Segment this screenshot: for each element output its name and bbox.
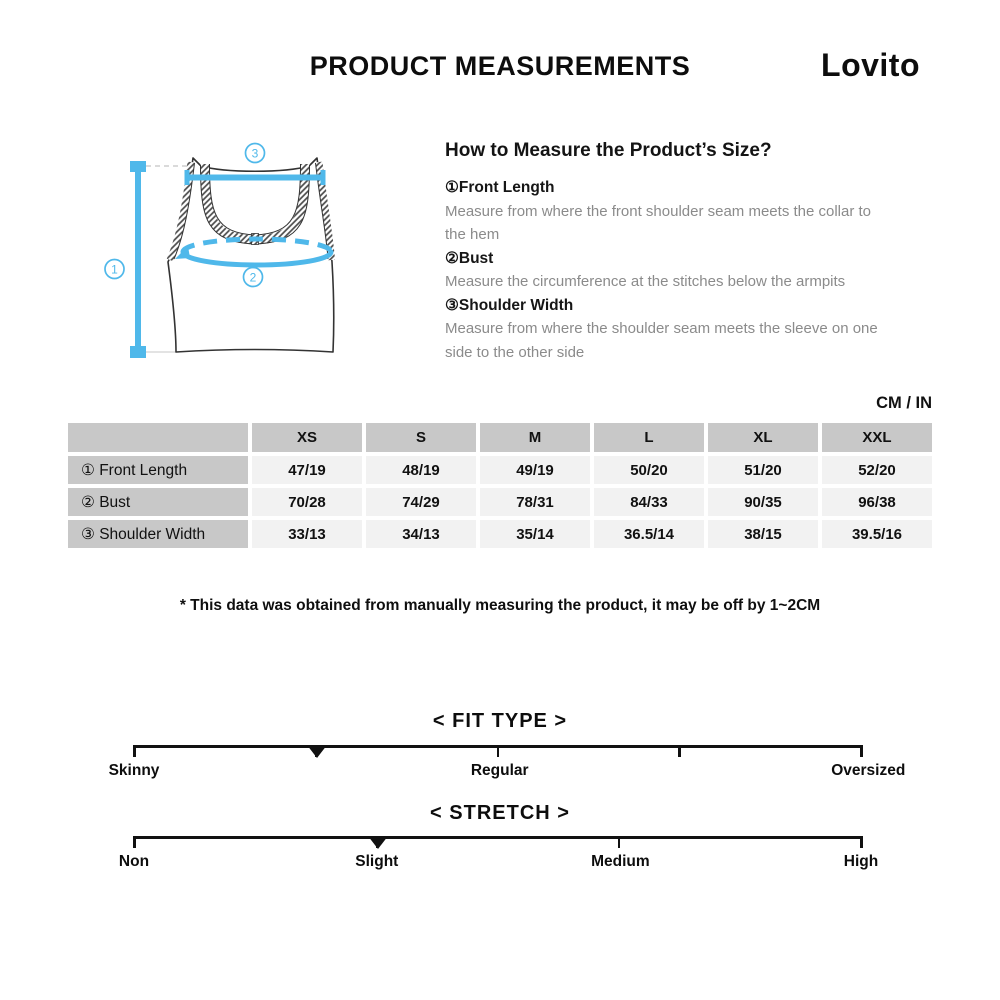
stretch-marker-icon bbox=[368, 836, 388, 849]
fit-type-scale bbox=[108, 745, 906, 779]
page-title: PRODUCT MEASUREMENTS bbox=[309, 51, 691, 81]
shoulder-measure-left-cap bbox=[185, 170, 190, 185]
table-value: 48/19 bbox=[366, 456, 476, 484]
fit-type-label: Oversized bbox=[831, 762, 906, 779]
how-to-item-label: ③Shoulder Width bbox=[445, 296, 574, 314]
front-length-bottom-cap bbox=[130, 346, 146, 358]
measurement-footnote: * This data was obtained from manually measuring the product, it may be off by 1~2CM bbox=[179, 597, 821, 614]
table-value: 70/28 bbox=[252, 488, 362, 516]
table-value: 90/35 bbox=[708, 488, 818, 516]
fit-type-label: Skinny bbox=[108, 762, 160, 779]
stretch-label: Non bbox=[118, 853, 150, 870]
scale-tick bbox=[133, 745, 136, 757]
table-row-label: ③ Shoulder Width bbox=[68, 520, 248, 548]
how-to-item-desc: Measure from where the front shoulder seam meets the collar to the hem bbox=[445, 202, 872, 243]
unit-label: CM / IN bbox=[876, 394, 932, 412]
scale-tick bbox=[860, 745, 863, 757]
scale-tick bbox=[678, 745, 681, 757]
table-value: 78/31 bbox=[480, 488, 590, 516]
stretch-label: Medium bbox=[591, 853, 650, 870]
table-value: 35/14 bbox=[480, 520, 590, 548]
table-value: 36.5/14 bbox=[594, 520, 704, 548]
how-to-item-label: ②Bust bbox=[445, 249, 494, 267]
size-table bbox=[68, 423, 932, 548]
table-col-header: XS bbox=[252, 423, 362, 452]
stretch-label: High bbox=[843, 853, 879, 870]
how-to-heading: How to Measure the Product’s Size? bbox=[445, 140, 772, 161]
shoulder-width-badge-number: 3 bbox=[251, 146, 259, 161]
front-length-top-cap bbox=[130, 161, 146, 172]
front-length-badge-number: 1 bbox=[111, 262, 118, 277]
table-value: 34/13 bbox=[366, 520, 476, 548]
table-corner-cell bbox=[68, 423, 248, 452]
scale-tick bbox=[133, 836, 136, 848]
front-length-measure-line bbox=[135, 166, 141, 352]
how-to-item-label: ①Front Length bbox=[445, 179, 555, 196]
table-value: 96/38 bbox=[822, 488, 932, 516]
table-row-label: ① Front Length bbox=[68, 456, 248, 484]
table-col-header: XL bbox=[708, 423, 818, 452]
table-value: 84/33 bbox=[594, 488, 704, 516]
scale-tick bbox=[497, 745, 500, 757]
table-value: 74/29 bbox=[366, 488, 476, 516]
scale-tick bbox=[618, 836, 621, 848]
table-value: 51/20 bbox=[708, 456, 818, 484]
shoulder-width-badge bbox=[246, 144, 265, 163]
bust-badge bbox=[244, 268, 263, 287]
fit-type-label: Regular bbox=[470, 762, 529, 779]
table-value: 47/19 bbox=[252, 456, 362, 484]
table-value: 49/19 bbox=[480, 456, 590, 484]
table-value: 39.5/16 bbox=[822, 520, 932, 548]
table-value: 50/20 bbox=[594, 456, 704, 484]
table-col-header: XXL bbox=[822, 423, 932, 452]
stretch-scale bbox=[118, 836, 879, 870]
brand-logo: Lovito bbox=[821, 47, 920, 83]
bust-badge-number: 2 bbox=[249, 270, 257, 285]
how-to-item-desc: Measure the circumference at the stitches below the armpits bbox=[445, 273, 846, 290]
how-to-item-desc: Measure from where the shoulder seam meets the sleeve on one side to the other side bbox=[445, 320, 878, 361]
table-value: 38/15 bbox=[708, 520, 818, 548]
table-value: 52/20 bbox=[822, 456, 932, 484]
fit-type-title: < FIT TYPE > bbox=[432, 710, 568, 732]
table-col-header: M bbox=[480, 423, 590, 452]
table-value: 33/13 bbox=[252, 520, 362, 548]
table-col-header: S bbox=[366, 423, 476, 452]
stretch-label: Slight bbox=[355, 853, 399, 870]
table-row-label: ② Bust bbox=[68, 488, 248, 516]
table-col-header: L bbox=[594, 423, 704, 452]
how-to-measure-section bbox=[445, 140, 917, 364]
garment-diagram bbox=[100, 140, 350, 370]
scale-tick bbox=[860, 836, 863, 848]
fit-type-marker-icon bbox=[307, 745, 327, 758]
front-length-badge bbox=[105, 260, 124, 279]
stretch-title: < STRETCH > bbox=[430, 802, 570, 824]
shoulder-measure-right-cap bbox=[321, 170, 326, 185]
shoulder-measure-line bbox=[187, 175, 323, 181]
